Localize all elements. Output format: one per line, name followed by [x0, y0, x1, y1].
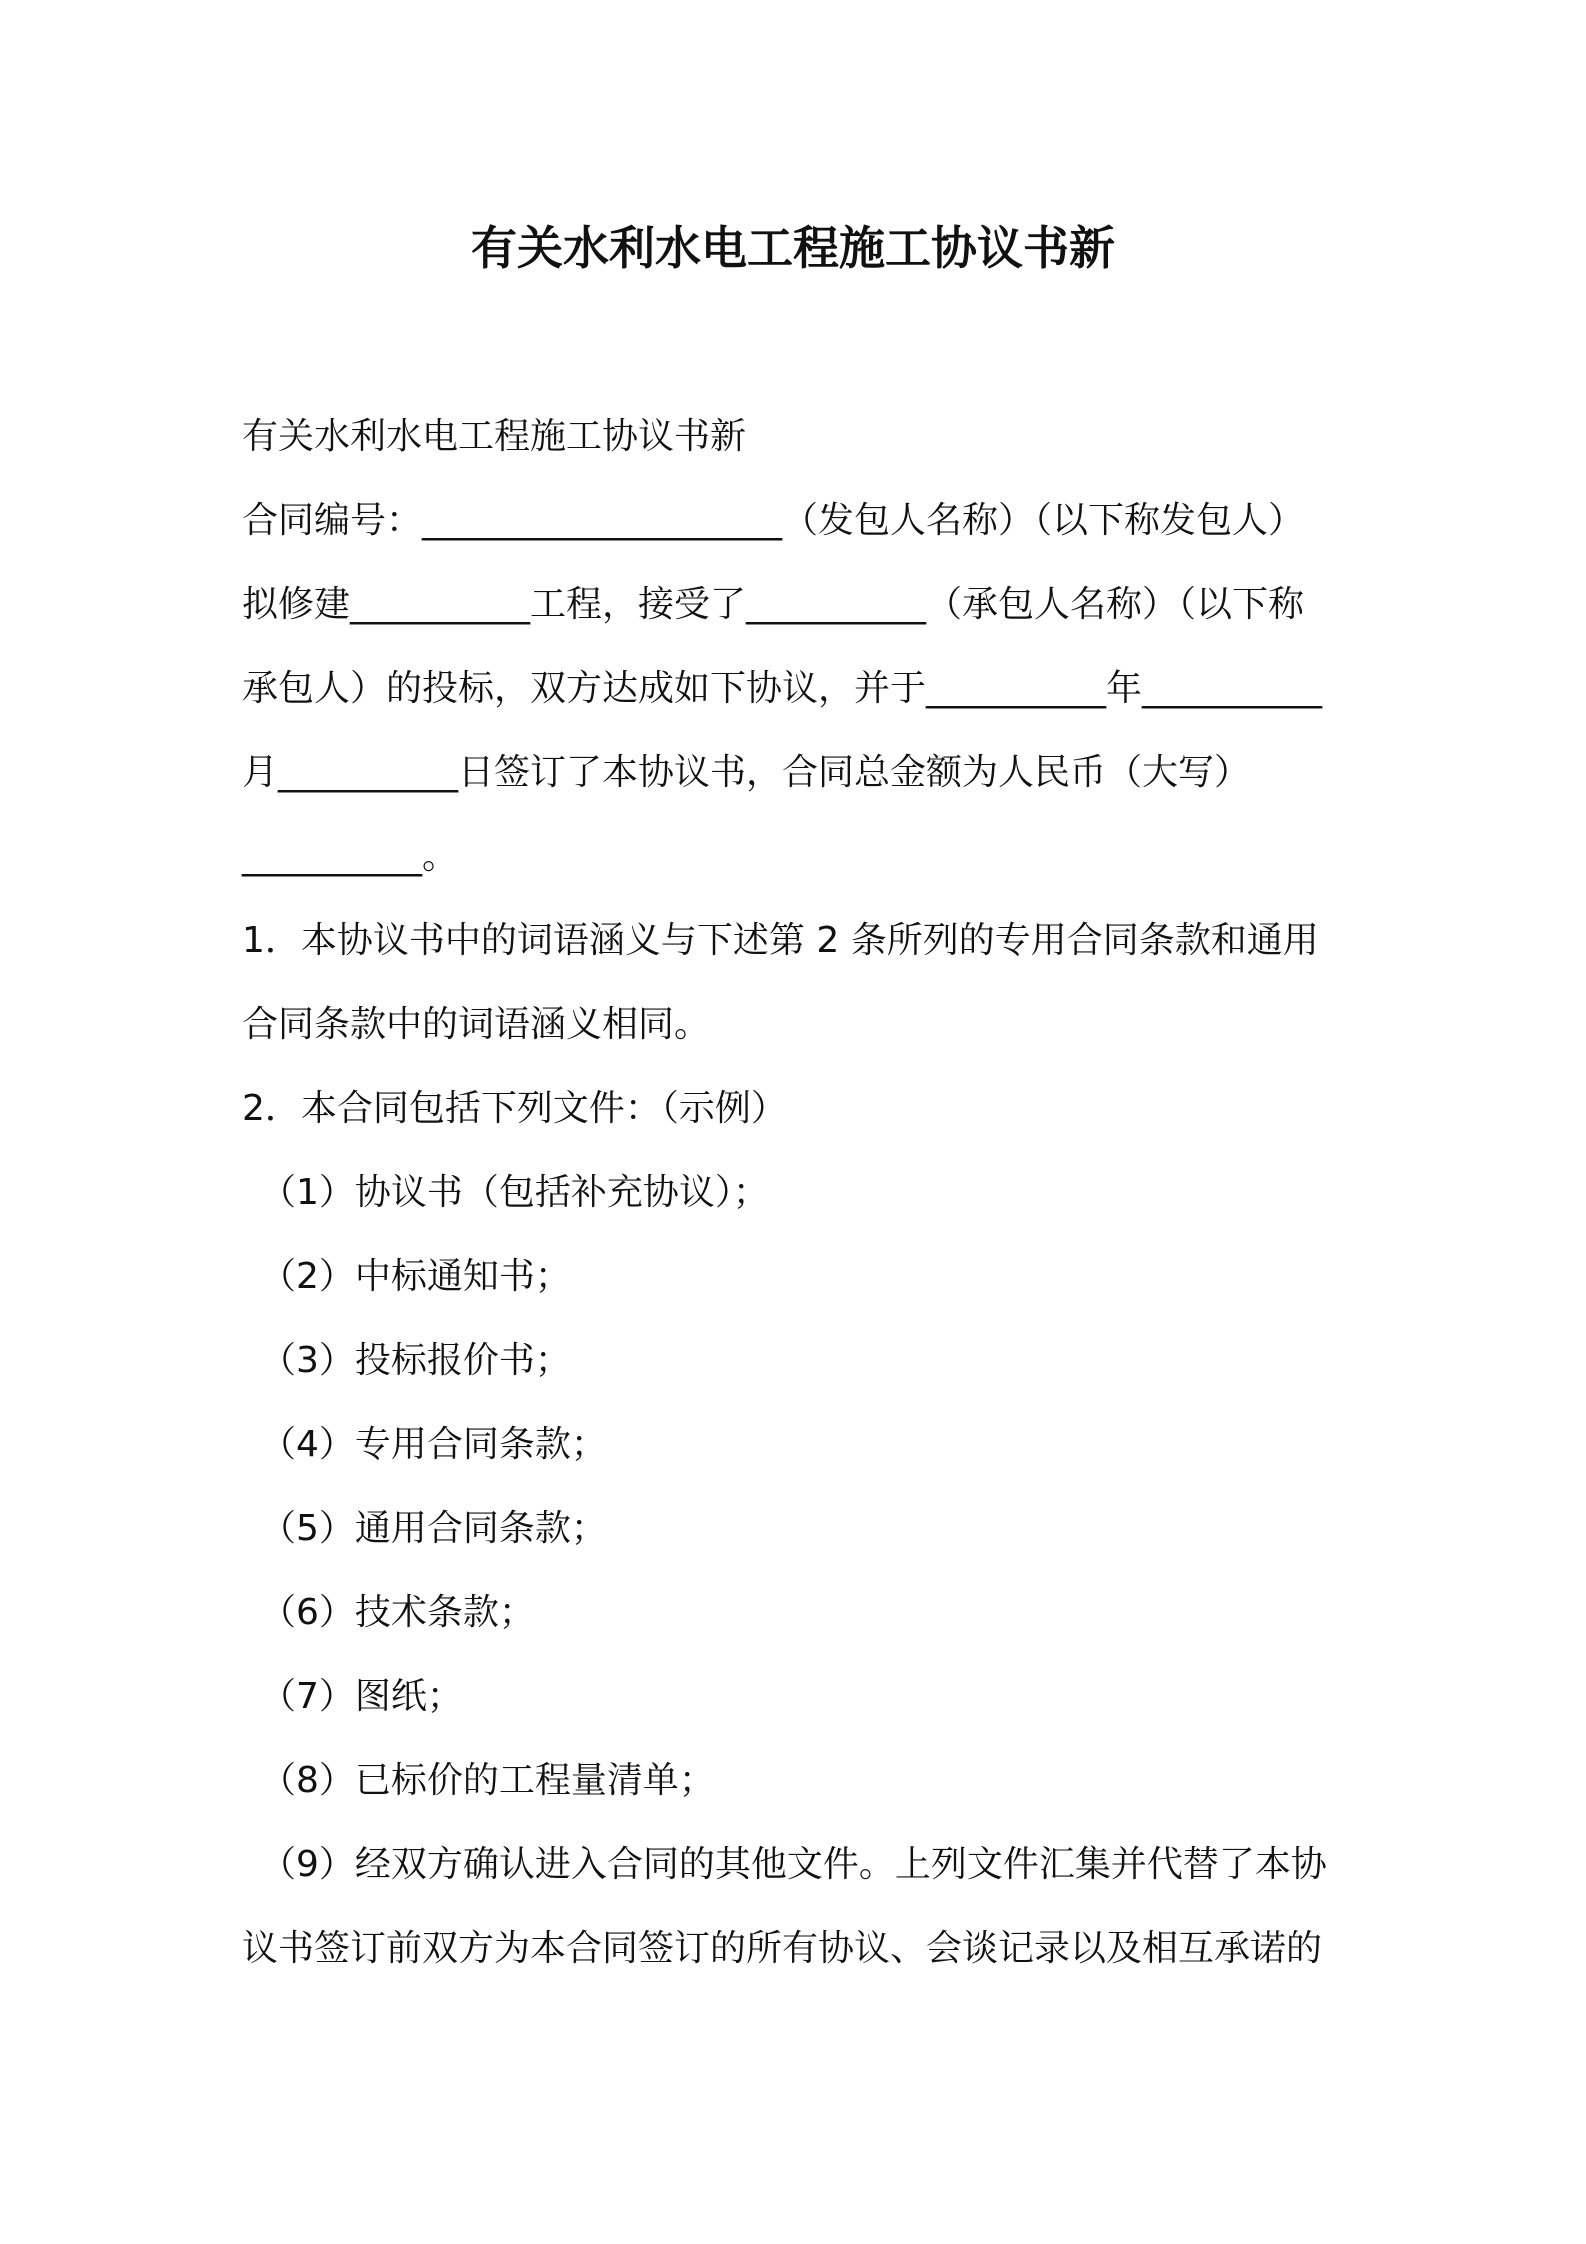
list-item: （5）通用合同条款； [260, 1508, 607, 1549]
contract-number-line: 合同编号：____________________（发包人名称）（以下称发包人） [242, 500, 1305, 541]
list-item: （6）技术条款； [260, 1592, 535, 1633]
list-item: （8）已标价的工程量清单； [260, 1760, 715, 1801]
paragraph-line: 月__________日签订了本协议书，合同总金额为人民币（大写） [242, 752, 1251, 793]
paragraph-line: 拟修建__________工程，接受了__________（承包人名称）（以下称 [242, 584, 1305, 625]
paragraph-line: 承包人）的投标，双方达成如下协议，并于__________年__________ [242, 668, 1323, 709]
subtitle-line: 有关水利水电工程施工协议书新 [242, 416, 747, 457]
list-item: （3）投标报价书； [260, 1340, 571, 1381]
list-item: （4）专用合同条款； [260, 1424, 607, 1465]
clause-1-line: 1．本协议书中的词语涵义与下述第 2 条所列的专用合同条款和通用 [242, 920, 1319, 961]
paragraph-line: 议书签订前双方为本合同签订的所有协议、会谈记录以及相互承诺的 [242, 1928, 1323, 1969]
clause-1-line: 合同条款中的词语涵义相同。 [242, 1004, 711, 1045]
document-title: 有关水利水电工程施工协议书新 [471, 221, 1115, 275]
list-item: （7）图纸； [260, 1676, 463, 1717]
list-item: （1）协议书（包括补充协议）； [260, 1172, 769, 1213]
list-item: （2）中标通知书； [260, 1256, 571, 1297]
paragraph-line: __________。 [242, 836, 459, 877]
clause-2-line: 2．本合同包括下列文件：（示例） [242, 1088, 787, 1129]
list-item: （9）经双方确认进入合同的其他文件。上列文件汇集并代替了本协 [260, 1844, 1327, 1885]
